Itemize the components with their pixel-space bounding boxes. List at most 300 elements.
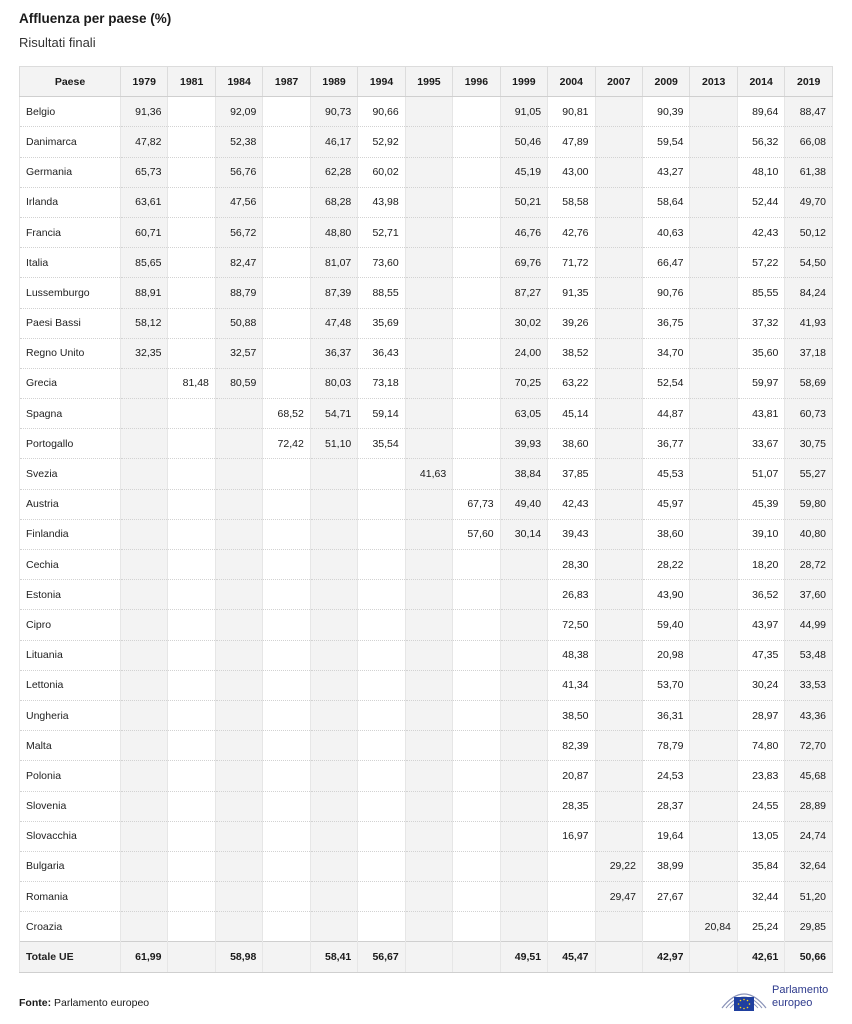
value-cell <box>453 308 500 338</box>
value-cell: 81,07 <box>310 248 357 278</box>
value-cell <box>595 187 642 217</box>
value-cell: 38,52 <box>548 338 595 368</box>
value-cell <box>690 550 737 580</box>
value-cell: 43,81 <box>737 399 784 429</box>
column-header-1981: 1981 <box>168 67 215 97</box>
table-row <box>20 761 833 791</box>
value-cell <box>168 248 215 278</box>
table-row <box>20 187 833 217</box>
value-cell <box>595 610 642 640</box>
value-cell: 51,07 <box>737 459 784 489</box>
value-cell: 35,60 <box>737 338 784 368</box>
value-cell: 38,50 <box>548 700 595 730</box>
value-cell: 49,40 <box>500 489 547 519</box>
value-cell <box>453 127 500 157</box>
value-cell: 66,08 <box>785 127 833 157</box>
country-cell: Francia <box>20 217 121 247</box>
value-cell <box>453 700 500 730</box>
value-cell: 68,52 <box>263 399 310 429</box>
value-cell <box>215 550 262 580</box>
value-cell: 58,69 <box>785 368 833 398</box>
value-cell: 82,47 <box>215 248 262 278</box>
value-cell: 32,64 <box>785 851 833 881</box>
country-cell: Spagna <box>20 399 121 429</box>
value-cell <box>405 308 452 338</box>
value-cell <box>500 882 547 912</box>
value-cell: 28,89 <box>785 791 833 821</box>
value-cell <box>263 489 310 519</box>
value-cell <box>168 610 215 640</box>
country-cell: Irlanda <box>20 187 121 217</box>
value-cell <box>453 761 500 791</box>
value-cell <box>690 851 737 881</box>
country-cell: Croazia <box>20 912 121 942</box>
country-cell: Grecia <box>20 368 121 398</box>
value-cell <box>121 368 168 398</box>
source-note <box>19 997 149 1009</box>
value-cell: 28,35 <box>548 791 595 821</box>
value-cell <box>453 791 500 821</box>
value-cell: 27,67 <box>642 882 689 912</box>
value-cell <box>168 580 215 610</box>
value-cell <box>405 97 452 127</box>
value-cell <box>263 700 310 730</box>
value-cell <box>595 248 642 278</box>
value-cell <box>690 217 737 247</box>
country-cell: Slovacchia <box>20 821 121 851</box>
value-cell <box>168 459 215 489</box>
value-cell: 63,61 <box>121 187 168 217</box>
value-cell <box>121 459 168 489</box>
value-cell: 68,28 <box>310 187 357 217</box>
value-cell <box>310 640 357 670</box>
value-cell: 26,83 <box>548 580 595 610</box>
value-cell: 74,80 <box>737 731 784 761</box>
value-cell: 42,43 <box>548 489 595 519</box>
value-cell <box>310 821 357 851</box>
country-cell: Paesi Bassi <box>20 308 121 338</box>
value-cell: 80,03 <box>310 368 357 398</box>
value-cell: 48,10 <box>737 157 784 187</box>
table-row <box>20 610 833 640</box>
value-cell <box>121 882 168 912</box>
value-cell <box>121 610 168 640</box>
logo-line1: Parlamento <box>772 984 829 996</box>
table-row <box>20 821 833 851</box>
value-cell: 66,47 <box>642 248 689 278</box>
value-cell <box>595 489 642 519</box>
value-cell: 29,47 <box>595 882 642 912</box>
value-cell: 88,91 <box>121 278 168 308</box>
table-row <box>20 157 833 187</box>
table-row <box>20 217 833 247</box>
value-cell: 51,20 <box>785 882 833 912</box>
value-cell: 42,61 <box>737 942 784 972</box>
value-cell: 50,46 <box>500 127 547 157</box>
table-row <box>20 700 833 730</box>
country-cell: Lituania <box>20 640 121 670</box>
value-cell: 25,24 <box>737 912 784 942</box>
value-cell: 90,66 <box>358 97 405 127</box>
value-cell: 43,36 <box>785 700 833 730</box>
value-cell: 87,39 <box>310 278 357 308</box>
value-cell: 32,44 <box>737 882 784 912</box>
value-cell: 45,19 <box>500 157 547 187</box>
value-cell: 52,38 <box>215 127 262 157</box>
value-cell <box>595 338 642 368</box>
total-row <box>20 942 833 972</box>
value-cell <box>405 550 452 580</box>
value-cell <box>263 942 310 972</box>
value-cell <box>121 821 168 851</box>
country-cell: Bulgaria <box>20 851 121 881</box>
value-cell <box>263 882 310 912</box>
value-cell <box>405 157 452 187</box>
value-cell <box>453 338 500 368</box>
value-cell: 44,99 <box>785 610 833 640</box>
value-cell: 38,84 <box>500 459 547 489</box>
parliament-logo <box>720 982 840 1014</box>
value-cell: 39,93 <box>500 429 547 459</box>
logo-line2: europeo <box>772 997 813 1009</box>
table-row <box>20 912 833 942</box>
value-cell: 38,60 <box>548 429 595 459</box>
value-cell <box>168 731 215 761</box>
value-cell <box>690 580 737 610</box>
value-cell: 58,12 <box>121 308 168 338</box>
value-cell: 38,60 <box>642 519 689 549</box>
value-cell: 90,76 <box>642 278 689 308</box>
value-cell: 53,48 <box>785 640 833 670</box>
country-cell: Austria <box>20 489 121 519</box>
value-cell <box>168 97 215 127</box>
value-cell: 47,56 <box>215 187 262 217</box>
value-cell <box>642 912 689 942</box>
value-cell: 56,32 <box>737 127 784 157</box>
value-cell: 43,98 <box>358 187 405 217</box>
value-cell: 52,44 <box>737 187 784 217</box>
value-cell <box>215 399 262 429</box>
value-cell <box>405 278 452 308</box>
value-cell: 90,39 <box>642 97 689 127</box>
table-row <box>20 429 833 459</box>
value-cell: 42,43 <box>737 217 784 247</box>
column-header-2014: 2014 <box>737 67 784 97</box>
table-row <box>20 580 833 610</box>
value-cell: 29,85 <box>785 912 833 942</box>
value-cell <box>310 670 357 700</box>
country-cell: Finlandia <box>20 519 121 549</box>
value-cell: 51,10 <box>310 429 357 459</box>
value-cell: 40,63 <box>642 217 689 247</box>
value-cell: 23,83 <box>737 761 784 791</box>
value-cell <box>405 580 452 610</box>
value-cell: 44,87 <box>642 399 689 429</box>
column-header-1987: 1987 <box>263 67 310 97</box>
table-row <box>20 248 833 278</box>
value-cell <box>405 489 452 519</box>
value-cell <box>215 640 262 670</box>
country-cell: Cipro <box>20 610 121 640</box>
value-cell: 91,35 <box>548 278 595 308</box>
value-cell <box>690 821 737 851</box>
value-cell: 36,75 <box>642 308 689 338</box>
value-cell <box>405 791 452 821</box>
value-cell: 59,40 <box>642 610 689 640</box>
value-cell: 37,32 <box>737 308 784 338</box>
value-cell: 50,66 <box>785 942 833 972</box>
value-cell <box>168 308 215 338</box>
value-cell: 19,64 <box>642 821 689 851</box>
value-cell <box>405 700 452 730</box>
value-cell <box>310 519 357 549</box>
value-cell <box>595 217 642 247</box>
value-cell <box>121 519 168 549</box>
value-cell <box>405 399 452 429</box>
value-cell <box>595 942 642 972</box>
country-cell: Totale UE <box>20 942 121 972</box>
value-cell <box>358 700 405 730</box>
value-cell <box>168 550 215 580</box>
value-cell <box>500 610 547 640</box>
value-cell: 52,92 <box>358 127 405 157</box>
value-cell: 28,37 <box>642 791 689 821</box>
value-cell <box>168 489 215 519</box>
value-cell: 73,60 <box>358 248 405 278</box>
value-cell <box>690 368 737 398</box>
value-cell: 65,73 <box>121 157 168 187</box>
value-cell <box>405 731 452 761</box>
table-row <box>20 791 833 821</box>
value-cell <box>690 187 737 217</box>
value-cell <box>358 580 405 610</box>
value-cell <box>358 821 405 851</box>
value-cell <box>358 459 405 489</box>
value-cell <box>310 731 357 761</box>
value-cell <box>690 791 737 821</box>
value-cell: 45,97 <box>642 489 689 519</box>
value-cell: 28,97 <box>737 700 784 730</box>
turnout-table <box>19 66 833 973</box>
value-cell <box>263 791 310 821</box>
value-cell <box>690 761 737 791</box>
value-cell: 36,77 <box>642 429 689 459</box>
country-cell: Lussemburgo <box>20 278 121 308</box>
value-cell <box>358 791 405 821</box>
value-cell <box>168 791 215 821</box>
value-cell <box>310 700 357 730</box>
value-cell <box>215 459 262 489</box>
value-cell <box>168 761 215 791</box>
table-row <box>20 308 833 338</box>
value-cell: 50,21 <box>500 187 547 217</box>
value-cell: 71,72 <box>548 248 595 278</box>
value-cell <box>168 187 215 217</box>
value-cell: 30,14 <box>500 519 547 549</box>
value-cell <box>405 127 452 157</box>
value-cell: 59,14 <box>358 399 405 429</box>
value-cell <box>405 368 452 398</box>
value-cell <box>453 640 500 670</box>
value-cell <box>215 882 262 912</box>
value-cell <box>358 550 405 580</box>
value-cell: 56,76 <box>215 157 262 187</box>
table-row <box>20 550 833 580</box>
value-cell <box>690 882 737 912</box>
value-cell <box>453 399 500 429</box>
value-cell <box>690 610 737 640</box>
value-cell: 43,27 <box>642 157 689 187</box>
value-cell <box>453 248 500 278</box>
value-cell <box>310 761 357 791</box>
value-cell <box>168 700 215 730</box>
value-cell <box>263 610 310 640</box>
value-cell <box>405 640 452 670</box>
value-cell: 62,28 <box>310 157 357 187</box>
value-cell <box>595 580 642 610</box>
value-cell <box>310 580 357 610</box>
value-cell <box>595 308 642 338</box>
value-cell <box>453 157 500 187</box>
value-cell <box>453 580 500 610</box>
value-cell <box>690 640 737 670</box>
value-cell: 61,38 <box>785 157 833 187</box>
value-cell <box>453 550 500 580</box>
value-cell <box>168 338 215 368</box>
value-cell <box>358 851 405 881</box>
value-cell: 20,98 <box>642 640 689 670</box>
value-cell <box>263 550 310 580</box>
value-cell <box>453 610 500 640</box>
value-cell <box>168 519 215 549</box>
value-cell <box>690 338 737 368</box>
value-cell: 47,35 <box>737 640 784 670</box>
value-cell <box>595 821 642 851</box>
value-cell: 81,48 <box>168 368 215 398</box>
source-text: Parlamento europeo <box>51 997 150 1009</box>
value-cell <box>595 429 642 459</box>
value-cell <box>548 851 595 881</box>
value-cell: 85,65 <box>121 248 168 278</box>
value-cell: 36,37 <box>310 338 357 368</box>
value-cell <box>310 459 357 489</box>
value-cell: 28,30 <box>548 550 595 580</box>
value-cell <box>690 248 737 278</box>
value-cell <box>500 580 547 610</box>
value-cell <box>500 851 547 881</box>
value-cell <box>500 670 547 700</box>
value-cell <box>405 761 452 791</box>
value-cell <box>358 761 405 791</box>
logo-text <box>772 984 828 1010</box>
value-cell <box>453 821 500 851</box>
value-cell <box>453 851 500 881</box>
value-cell <box>215 519 262 549</box>
value-cell <box>215 851 262 881</box>
value-cell: 63,22 <box>548 368 595 398</box>
value-cell <box>215 429 262 459</box>
value-cell: 16,97 <box>548 821 595 851</box>
value-cell <box>215 670 262 700</box>
value-cell <box>453 278 500 308</box>
value-cell: 52,71 <box>358 217 405 247</box>
value-cell <box>453 429 500 459</box>
column-header-2009: 2009 <box>642 67 689 97</box>
value-cell: 37,85 <box>548 459 595 489</box>
value-cell <box>263 459 310 489</box>
value-cell <box>595 670 642 700</box>
value-cell <box>500 791 547 821</box>
column-header-2007: 2007 <box>595 67 642 97</box>
value-cell <box>263 670 310 700</box>
value-cell <box>168 912 215 942</box>
table-row <box>20 731 833 761</box>
value-cell <box>263 912 310 942</box>
value-cell <box>595 640 642 670</box>
value-cell: 87,27 <box>500 278 547 308</box>
table-row <box>20 338 833 368</box>
value-cell <box>263 338 310 368</box>
value-cell: 58,64 <box>642 187 689 217</box>
country-cell: Italia <box>20 248 121 278</box>
value-cell <box>121 670 168 700</box>
value-cell <box>690 731 737 761</box>
value-cell: 42,97 <box>642 942 689 972</box>
column-header-1995: 1995 <box>405 67 452 97</box>
value-cell <box>690 670 737 700</box>
value-cell <box>121 912 168 942</box>
value-cell: 52,54 <box>642 368 689 398</box>
value-cell <box>168 217 215 247</box>
value-cell: 69,76 <box>500 248 547 278</box>
value-cell: 90,73 <box>310 97 357 127</box>
value-cell: 50,88 <box>215 308 262 338</box>
value-cell: 49,51 <box>500 942 547 972</box>
value-cell: 33,53 <box>785 670 833 700</box>
value-cell <box>595 368 642 398</box>
value-cell: 82,39 <box>548 731 595 761</box>
value-cell: 24,55 <box>737 791 784 821</box>
value-cell: 70,25 <box>500 368 547 398</box>
column-header-1984: 1984 <box>215 67 262 97</box>
table-row <box>20 851 833 881</box>
value-cell: 58,58 <box>548 187 595 217</box>
value-cell: 90,81 <box>548 97 595 127</box>
value-cell <box>453 187 500 217</box>
value-cell <box>168 882 215 912</box>
value-cell <box>121 791 168 821</box>
value-cell: 43,97 <box>737 610 784 640</box>
value-cell <box>263 157 310 187</box>
value-cell: 60,73 <box>785 399 833 429</box>
value-cell: 92,09 <box>215 97 262 127</box>
value-cell <box>500 640 547 670</box>
value-cell: 47,48 <box>310 308 357 338</box>
value-cell: 48,80 <box>310 217 357 247</box>
value-cell <box>595 550 642 580</box>
value-cell: 28,72 <box>785 550 833 580</box>
value-cell: 41,93 <box>785 308 833 338</box>
value-cell: 57,22 <box>737 248 784 278</box>
value-cell: 40,80 <box>785 519 833 549</box>
value-cell <box>358 912 405 942</box>
value-cell <box>310 791 357 821</box>
value-cell: 35,69 <box>358 308 405 338</box>
value-cell <box>453 368 500 398</box>
value-cell <box>405 217 452 247</box>
column-header-2019: 2019 <box>785 67 833 97</box>
value-cell: 61,99 <box>121 942 168 972</box>
